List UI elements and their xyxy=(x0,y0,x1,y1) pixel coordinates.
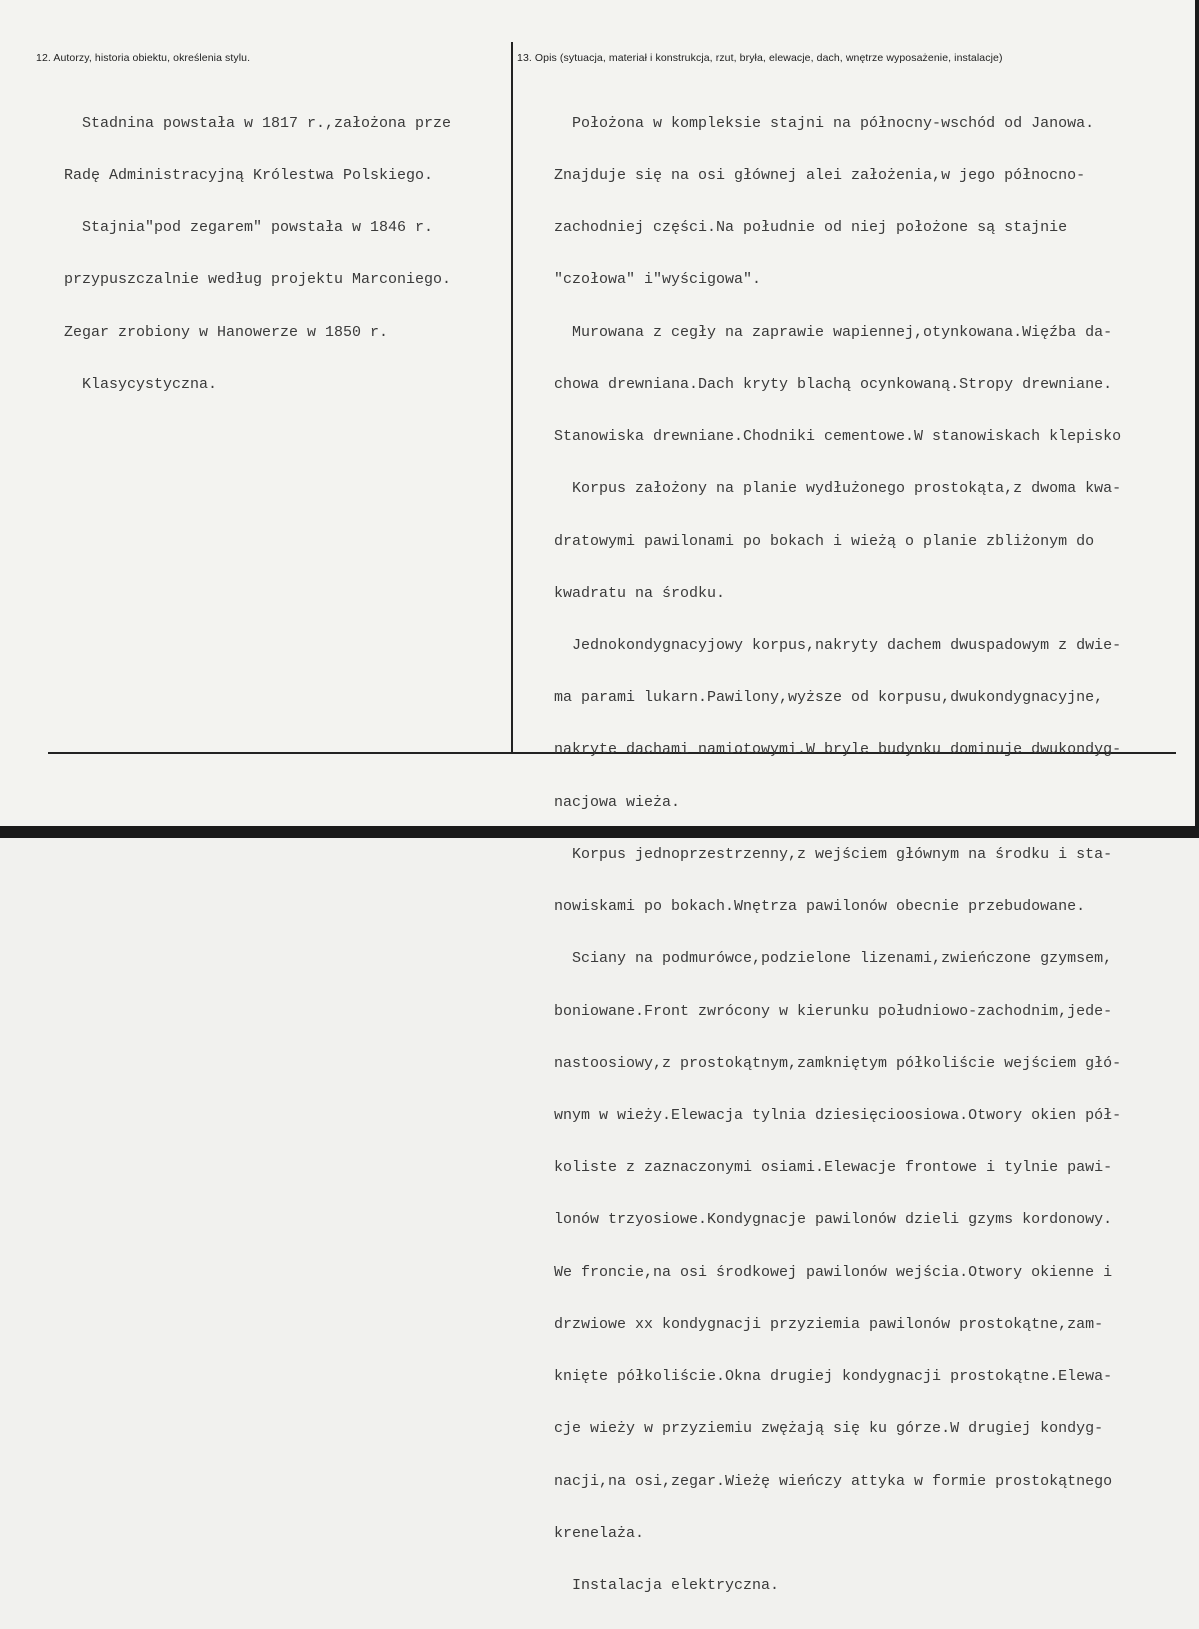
text-line: Instalacja elektryczna. xyxy=(554,1576,780,1594)
text-line: chowa drewniana.Dach kryty blachą ocynkowaną.Stropy drewniane. xyxy=(554,375,1113,393)
text-line: nacji,na osi,zegar.Wieżę wieńczy attyka w formie prostokątnego xyxy=(554,1472,1113,1490)
text-line: Korpus założony na planie wydłużonego prostokąta,z dwoma kwa- xyxy=(554,480,1122,498)
text-line: drzwiowe xx kondygnacji przyziemia pawilonów prostokątne,zam- xyxy=(554,1315,1104,1333)
text-line: nakryte dachami namiotowymi.W bryle budynku dominuje dwukondyg- xyxy=(554,741,1122,759)
text-line: Radę Administracyjną Królestwa Polskiego. xyxy=(64,167,434,185)
text-line: Stanowiska drewniane.Chodniki cementowe.W stanowiskach klepisko xyxy=(554,428,1122,446)
text-line: lonów trzyosiowe.Kondygnacje pawilonów dzieli gzyms kordonowy. xyxy=(554,1211,1113,1229)
text-line: Murowana z cegły na zaprawie wapiennej,otynkowana.Więźba da- xyxy=(554,323,1113,341)
scan-edge-right xyxy=(1195,0,1199,838)
text-line: nastoosiowy,z prostokątnym,zamkniętym półkoliście wejściem głó- xyxy=(554,1054,1122,1072)
text-line: Klasycystyczna. xyxy=(64,375,218,393)
text-line: Znajduje się na osi głównej alei założenia,w jego północno- xyxy=(554,167,1086,185)
text-line: "czołowa" i"wyścigowa". xyxy=(554,271,762,289)
text-line: dratowymi pawilonami po bokach i wieżą o planie zbliżonym do xyxy=(554,532,1095,550)
text-line: ma parami lukarn.Pawilony,wyższe od korpusu,dwukondygnacyjne, xyxy=(554,689,1104,707)
text-line: Jednokondygnacyjowy korpus,nakryty dachem dwuspadowym z dwie- xyxy=(554,637,1122,654)
text-line: Położona w kompleksie stajni na północny-wschód od Janowa. xyxy=(554,114,1095,132)
section-13-text xyxy=(554,80,1121,1629)
text-line: Korpus jednoprzestrzenny,z wejściem głównym na środku i sta- xyxy=(554,845,1113,863)
text-line: Zegar zrobiony w Hanowerze w 1850 r. xyxy=(64,323,389,341)
text-line: boniowane.Front zwrócony w kierunku południowo-zachodnim,jede- xyxy=(554,1002,1113,1020)
text-line: We froncie,na osi środkowej pawilonów wejścia.Otwory okienne i xyxy=(554,1263,1113,1281)
text-line: wnym w wieży.Elewacja tylnia dziesięcioosiowa.Otwory okien pół- xyxy=(554,1106,1122,1124)
text-line: cje wieży w przyziemiu zwężają się ku górze.W drugiej kondyg- xyxy=(554,1420,1104,1438)
text-line: Stadnina powstała w 1817 r.,założona prze xyxy=(64,114,452,132)
section-13-header: 13. Opis (sytuacja, materiał i konstrukcja, rzut, bryła, elewacje, dach, wnętrze wyposażenie, instalacje) xyxy=(517,52,1003,64)
text-line: koliste z zaznaczonymi osiami.Elewacje frontowe i tylnie pawi- xyxy=(554,1159,1113,1177)
text-line: krenelaża. xyxy=(554,1524,645,1542)
section-12-header: 12. Autorzy, historia obiektu, określenia stylu. xyxy=(36,52,251,64)
section-12-text xyxy=(64,80,451,428)
text-line: zachodniej części.Na południe od niej położone są stajnie xyxy=(554,219,1068,237)
text-line: Sciany na podmurówce,podzielone lizenami,zwieńczone gzymsem, xyxy=(554,950,1113,968)
text-line: kwadratu na środku. xyxy=(554,584,726,602)
column-divider xyxy=(511,42,513,754)
text-line: Stajnia"pod zegarem" powstała w 1846 r. xyxy=(64,219,434,237)
text-line: przypuszczalnie według projektu Marconiego. xyxy=(64,271,452,289)
text-line: knięte półkoliście.Okna drugiej kondygnacji prostokątne.Elewa- xyxy=(554,1368,1113,1386)
text-line: nowiskami po bokach.Wnętrza pawilonów obecnie przebudowane. xyxy=(554,898,1086,916)
text-line: nacjowa wieża. xyxy=(554,793,681,811)
